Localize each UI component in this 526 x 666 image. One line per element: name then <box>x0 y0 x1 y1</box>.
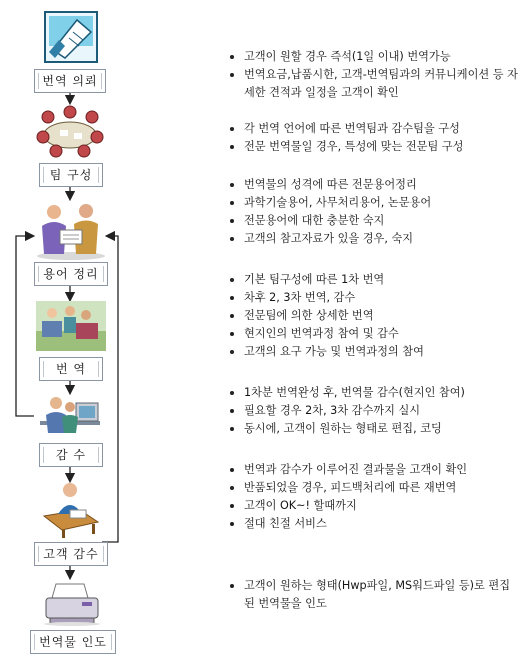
detail-item: 현지인의 번역과정 참여 및 감수 <box>228 325 518 343</box>
detail-group-review <box>228 384 518 438</box>
step-label-team: 팀 구성 <box>39 163 103 187</box>
detail-item: 고객의 참고자료가 있을 경우, 숙지 <box>228 230 518 248</box>
detail-group-request <box>228 48 518 102</box>
team-meeting-icon <box>34 103 106 158</box>
detail-group-team <box>228 120 518 156</box>
detail-item: 전문팀에 의한 상세한 번역 <box>228 307 518 325</box>
detail-item: 동시에, 고객이 원하는 형태로 편집, 코딩 <box>228 420 518 438</box>
feedback-loop-left <box>16 236 34 416</box>
detail-item: 번역물의 성격에 따른 전문용어정리 <box>228 176 518 194</box>
detail-item: 절대 친절 서비스 <box>228 515 518 533</box>
detail-item: 각 번역 언어에 따른 번역팀과 감수팀을 구성 <box>228 120 518 138</box>
detail-group-delivery <box>228 577 518 613</box>
review-icon <box>36 393 106 439</box>
detail-item: 고객의 요구 가능 및 번역과정의 참여 <box>228 343 518 361</box>
detail-item: 고객이 OK~! 할때까지 <box>228 497 518 515</box>
detail-item: 번역과 감수가 이루어진 결과물을 고객이 확인 <box>228 461 518 479</box>
detail-item: 반품되었을 경우, 피드백처리에 따른 재번역 <box>228 479 518 497</box>
terminology-discussion-icon <box>34 200 108 260</box>
detail-group-translation <box>228 271 518 361</box>
detail-item: 기본 팀구성에 따른 1차 번역 <box>228 271 518 289</box>
document-request-icon <box>43 10 99 64</box>
step-label-translation: 번 역 <box>39 357 103 381</box>
step-label-terminology: 용어 정리 <box>34 262 108 286</box>
detail-item: 과학기술용어, 사무처리용어, 논문용어 <box>228 194 518 212</box>
detail-item: 전문용어에 대한 충분한 숙지 <box>228 212 518 230</box>
step-label-request: 번역 의뢰 <box>34 69 106 93</box>
step-label-customer-review: 고객 감수 <box>34 542 108 566</box>
detail-item: 고객이 원할 경우 즉석(1일 이내) 번역가능 <box>228 48 518 66</box>
detail-item: 번역요금,납품시한, 고객-번역팀과의 커뮤니케이션 등 자세한 견적과 일정을 고객이 확인 <box>228 66 518 102</box>
detail-item: 필요할 경우 2차, 3차 감수까지 실시 <box>228 402 518 420</box>
detail-item: 전문 번역물일 경우, 특성에 맞는 전문팀 구성 <box>228 138 518 156</box>
printer-delivery-icon <box>42 580 102 626</box>
detail-item: 고객이 원하는 형태(Hwp파일, MS워드파일 등)로 편집된 번역물을 인도 <box>228 577 518 613</box>
step-label-review: 감 수 <box>39 443 103 467</box>
detail-item: 1차분 번역완성 후, 번역물 감수(현지인 참여) <box>228 384 518 402</box>
detail-group-terminology <box>228 176 518 248</box>
process-flow <box>0 0 200 666</box>
detail-item: 차후 2, 3차 번역, 감수 <box>228 289 518 307</box>
detail-group-customer-review <box>228 461 518 533</box>
step-label-delivery: 번역물 인도 <box>30 630 116 654</box>
customer-review-icon <box>40 480 102 538</box>
translation-team-icon <box>36 301 106 351</box>
